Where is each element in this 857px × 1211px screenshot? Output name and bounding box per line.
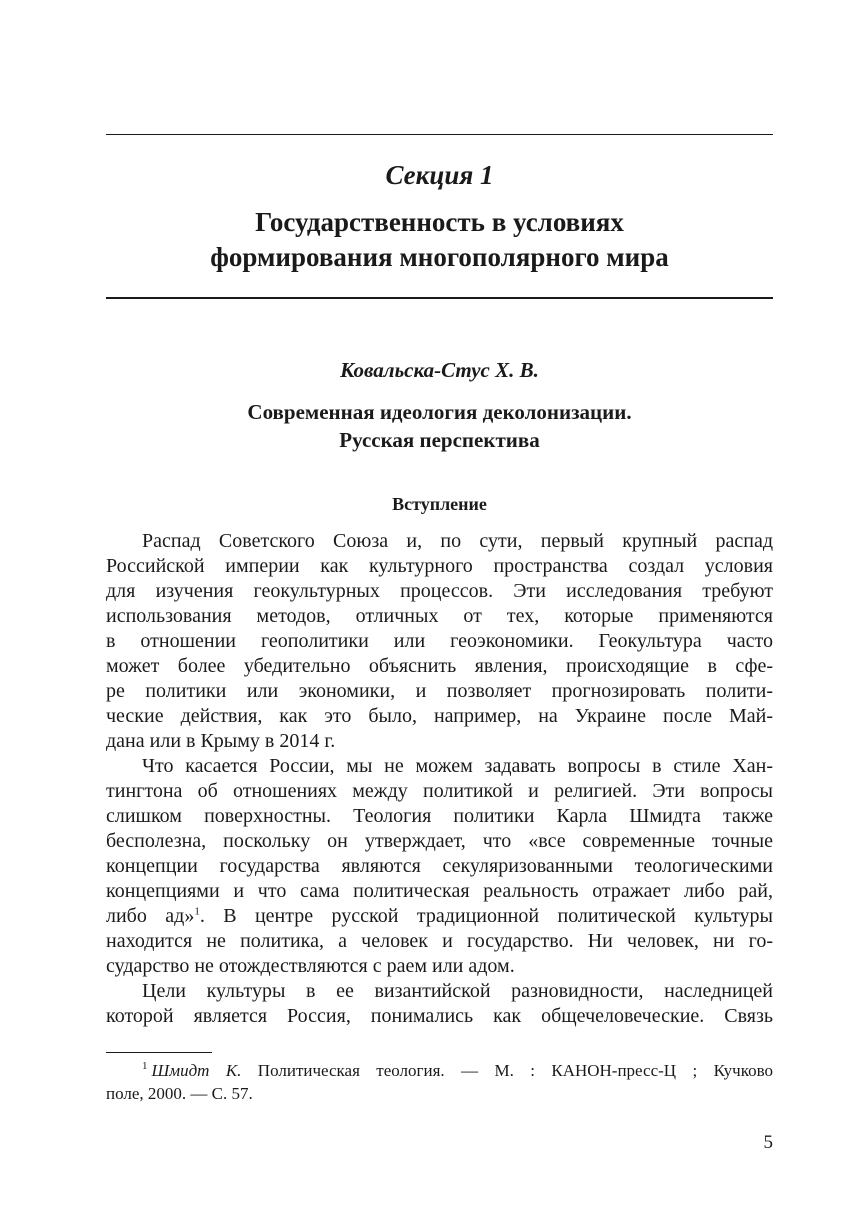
text-line: Распад Советского Союза и, по сути, первый крупный распад xyxy=(142,530,773,552)
text-line: может более убедительно объяснить явления, происходящие в сфе- xyxy=(106,655,773,677)
bottom-rule xyxy=(106,297,773,299)
paragraph-1 xyxy=(106,529,773,754)
article-title-line: Современная идеология деколонизации. xyxy=(247,400,632,424)
paragraph-2 xyxy=(106,754,773,979)
text-line: сударство не отождествляются с раем или адом. xyxy=(106,955,515,977)
footnote-line: поле, 2000. — С. 57. xyxy=(106,1084,253,1103)
text-line: бесполезна, поскольку он утверждает, что «все современные точные xyxy=(106,830,773,852)
text-line: Цели культуры в ее византийской разновидности, наследницей xyxy=(142,980,773,1002)
section-label: Секция 1 xyxy=(385,160,494,190)
subheading-introduction: Вступление xyxy=(392,494,487,514)
text-line: концепции государства являются секуляризованными теологическими xyxy=(106,855,773,877)
text-line: использования методов, отличных от тех, которые применяются xyxy=(106,605,773,627)
footnote-mark: 1 xyxy=(142,1060,148,1073)
text-line: которой является Россия, понимались как общечеловеческие. Связь xyxy=(106,1005,773,1027)
body-text xyxy=(106,529,773,1029)
top-rule xyxy=(106,134,773,135)
text-line: Что касается России, мы не можем задавать вопросы в стиле Хан- xyxy=(142,755,773,777)
section-title xyxy=(106,205,773,275)
footnote-line xyxy=(106,1059,773,1082)
text-line: концепциями и что сама политическая реальность отражает либо рай, xyxy=(106,880,773,902)
text-line: дана или в Крыму в 2014 г. xyxy=(106,730,336,752)
article-title-line: Русская перспектива xyxy=(339,428,540,452)
text-line: для изучения геокультурных процессов. Эти исследования требуют xyxy=(106,580,773,602)
paragraph-3 xyxy=(106,979,773,1029)
footnote-rule xyxy=(106,1052,212,1053)
page-number: 5 xyxy=(763,1132,773,1153)
footnote-author: Шмидт К. xyxy=(151,1061,242,1080)
text-line: слишком поверхностны. Теология политики Карла Шмидта также xyxy=(106,805,773,827)
text-line: тингтона об отношениях между политикой и религией. Эти вопросы xyxy=(106,780,773,802)
text-line: ческие действия, как это было, например, на Украине после Май- xyxy=(106,705,773,727)
text-line: ре политики или экономики, и позволяет прогнозировать полити- xyxy=(106,680,773,702)
text-segment: . В центре русской традиционной политической культуры xyxy=(199,905,773,927)
article-author: Ковальска-Стус Х. В. xyxy=(340,358,539,382)
text-line-with-footnote xyxy=(106,904,773,929)
text-segment: либо ад» xyxy=(106,905,195,927)
text-line: в отношении геополитики или геоэкономики. Геокультура часто xyxy=(106,630,773,652)
text-line: находится не политика, а человек и государство. Ни человек, ни го- xyxy=(106,930,773,952)
section-title-line: формирования многополярного мира xyxy=(210,242,669,272)
section-title-line: Государственность в условиях xyxy=(255,207,624,237)
footnote-text: Политическая теология. — М. : КАНОН-пресс-Ц ; Кучково xyxy=(241,1061,773,1080)
footnote-reference[interactable]: 1 xyxy=(194,905,200,918)
article-title xyxy=(106,398,773,454)
footnote xyxy=(106,1059,773,1105)
text-line: Российской империи как культурного пространства создал условия xyxy=(106,555,773,577)
